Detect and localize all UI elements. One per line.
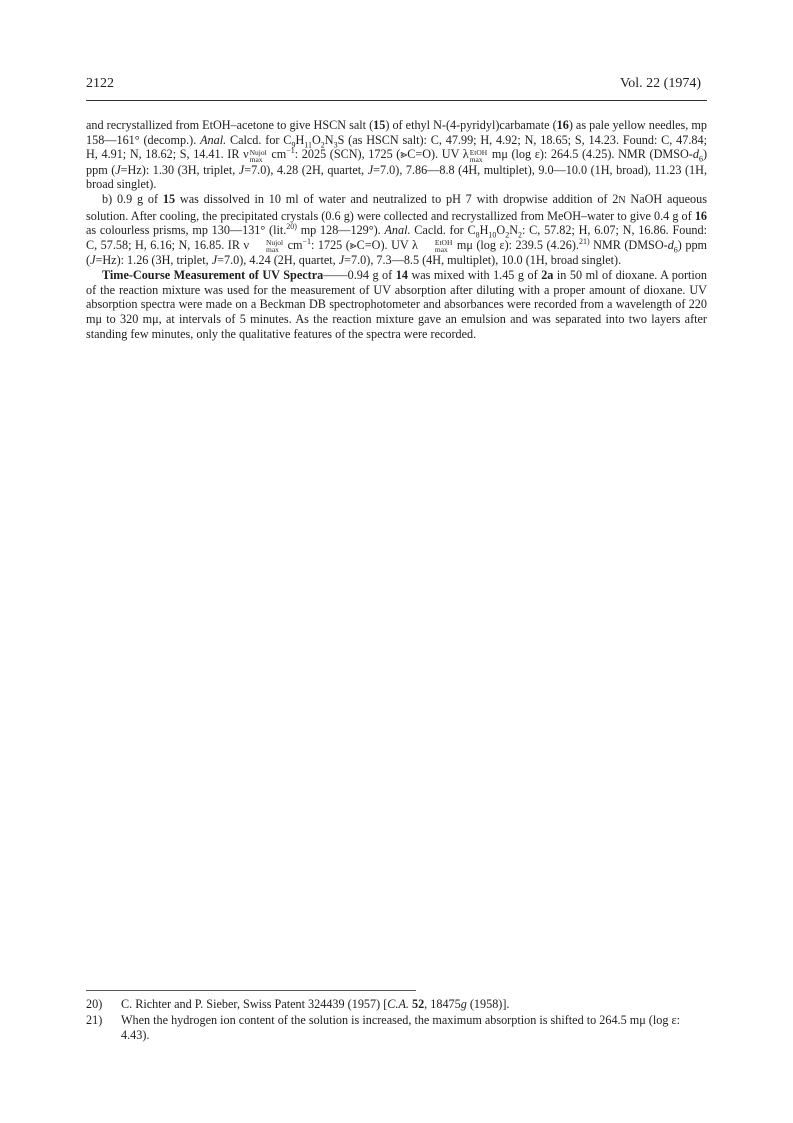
footnote-21: 21) When the hydrogen ion content of the solution is increased, the maximum absorption is shifted to 264.5 mμ (log ε: 4.43). [86,1012,680,1042]
footnote-20: 20) C. Richter and P. Sieber, Swiss Patent 324439 (1957) [C.A. 52, 18475g (1958)]. [86,997,510,1011]
volume-label: Vol. 22 (1974) [619,76,701,91]
header-rule [86,100,707,101]
main-text [86,118,707,342]
paragraph-2: b) 0.9 g of 15 was dissolved in 10 ml of water and neutralized to pH 7 with dropwise addition of 2N NaOH aqueous solution. After cooling, the precipitated crystals (0.6 g) were collected and recrystallized from MeOH–water to give 0.4 g of 16 as colourless prisms, mp 130—131° (lit.$^{20)}$ mp 128—129°). Anal. Cacld. for $C_8H_{10}O_2N_2$: C, 57.82; H, 6.07; N, 16.86. Found: C, 57.58; H, 6.16; N, 16.85. IR ν Nujol max $cm^{-1}$: 1725 (⪢C=O). UV λ EtOH max mμ (log ε): 239.5 (4.26).$^{21)}$ NMR $(DMSO-d_6)$ ppm (J=Hz): 1.26 (3H, triplet, J=7.0), 4.24 (2H, quartet, J=7.0), 7.3—8.5 (4H, multiplet), 10.0 (1H, broad singlet). [86,192,708,268]
paragraph-1: and recrystallized from EtOH–acetone to give HSCN salt (15) of ethyl N-(4-pyridyl)carbamate (16) as pale yellow needles, mp 158—161° (decomp.). Anal. Calcd. for $C_9H_{11}O_2N_3S$ (as HSCN salt): C, 47.99; H, 4.92; N, 18.65; S, 14.23. Found: C, 47.84; H, 4.91; N, 18.62; S, 14.41. IR ν Nujol max $cm^{-1}$: 2025 (SCN), 1725 (⪢C=O). UV λ EtOH max mμ (log ε): 264.5 (4.25). NMR $(DMSO-d_6)$ ppm (J=Hz): 1.30 (3H, triplet, J=7.0), 4.28 (2H, quartet, J=7.0), 7.86—8.8 (4H, multiplet), 9.0—10.0 (1H, broad), 11.23 (1H, broad singlet). [86,118,707,192]
paragraph-3: Time-Course Measurement of UV Spectra——0.94 g of 14 was mixed with 1.45 g of 2a in 50 ml of dioxane. A portion of the reaction mixture was used for the measurement of UV absorption after diluting with a proper amount of dioxane. UV absorption spectra were made on a Beckman DB spectrophotometer and absorbances were recorded from a wavelength of 220 mμ to 320 mμ, at intervals of 5 minutes. As the reaction mixture gave an emulsion and was separated into two layers after standing few minutes, only the qualitative features of the spectra were recorded. [86,268,707,341]
section-heading: Time-Course Measurement of UV Spectra [102,268,324,283]
running-header [86,76,707,94]
footnotes [86,997,707,1044]
page-number: 2122 [86,76,114,91]
footnote-rule [86,990,416,991]
